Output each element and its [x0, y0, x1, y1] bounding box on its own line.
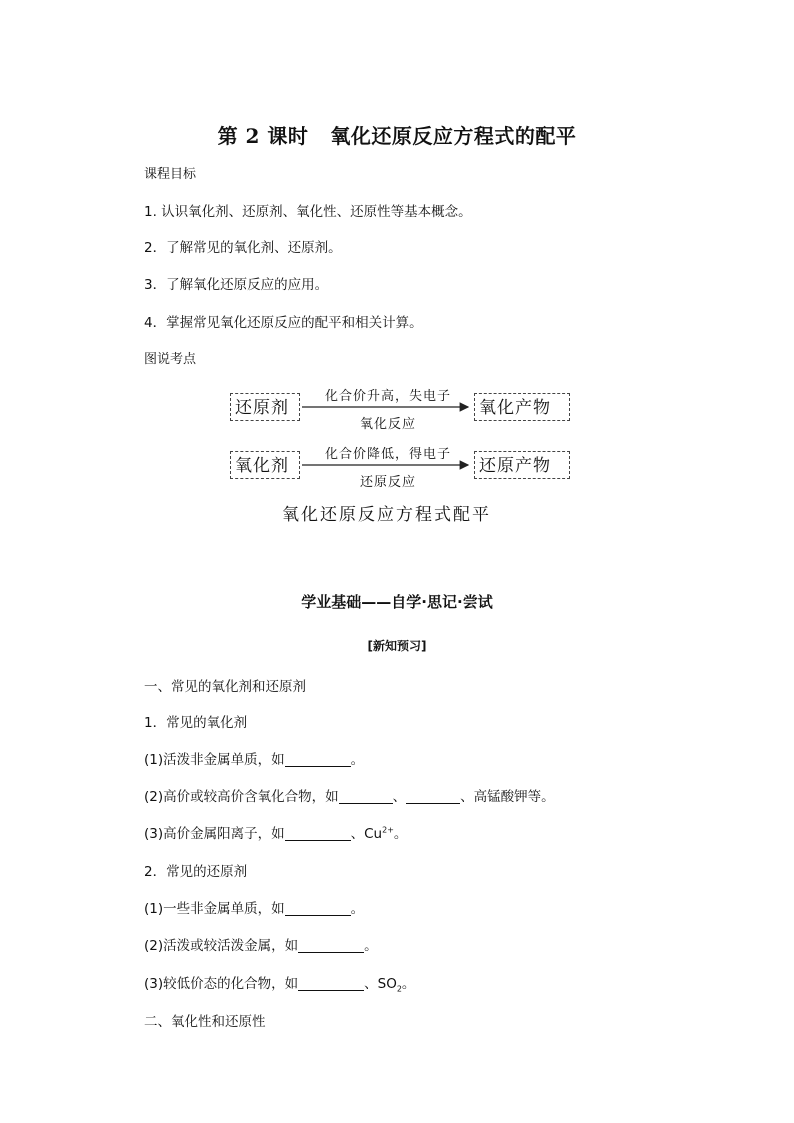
sub1-heading: 1．常见的氧化剂	[144, 715, 248, 731]
blank-field[interactable]	[298, 976, 364, 991]
diagram-heading: 图说考点	[144, 352, 197, 367]
section-title: 学业基础——自学·思记·尝试	[301, 593, 493, 611]
row2-bottom-label: 还原反应	[359, 475, 416, 490]
line-2b: (2)活泼或较活泼金属，如 。	[144, 938, 378, 954]
sub2-heading: 2．常见的还原剂	[144, 864, 248, 880]
row2-top-label: 化合价降低，得电子	[324, 447, 451, 462]
blank-field[interactable]	[298, 938, 364, 953]
blank-field[interactable]	[285, 752, 351, 767]
line-1a: (1)活泼非金属单质，如 。	[144, 752, 365, 768]
line-2c: (3)较低价态的化合物，如 、$SO_2$。	[144, 976, 416, 994]
line-2a: (1)一些非金属单质，如 。	[144, 901, 365, 917]
line-1b: (2)高价或较高价含氧化合物，如 、 、高锰酸钾等。	[144, 789, 555, 805]
objective-4: 4．掌握常见氧化还原反应的配平和相关计算。	[144, 315, 423, 331]
objectives-heading: 课程目标	[144, 167, 197, 182]
row1-top-label: 化合价升高，失电子	[324, 389, 451, 404]
objective-1: 1. 认识氧化剂、还原剂、氧化性、还原性等基本概念。	[144, 204, 472, 220]
objective-3: 3．了解氧化还原反应的应用。	[144, 277, 329, 293]
lesson-number: 第 2 课时	[217, 124, 309, 148]
lesson-title: 氧化还原反应方程式的配平	[330, 124, 577, 148]
line-1c: (3)高价金属阳离子，如 、$Cu^{2+}$。	[144, 825, 408, 842]
reduction-product-box: 还原产物	[474, 451, 570, 479]
objective-2: 2．了解常见的氧化剂、还原剂。	[144, 240, 342, 256]
blank-field[interactable]	[406, 789, 460, 804]
blank-field[interactable]	[285, 901, 351, 916]
oxidizing-agent-box: 氧化剂	[230, 451, 300, 479]
part2-heading: 二、氧化性和还原性	[144, 1014, 266, 1030]
diagram-caption: 氧化还原反应方程式配平	[282, 505, 491, 525]
page-title	[0, 120, 794, 149]
section-subtitle: [新知预习]	[367, 639, 427, 653]
blank-field[interactable]	[339, 789, 393, 804]
blank-field[interactable]	[285, 826, 351, 841]
reducing-agent-box: 还原剂	[230, 393, 300, 421]
oxidation-product-box: 氧化产物	[474, 393, 570, 421]
part1-heading: 一、常见的氧化剂和还原剂	[144, 679, 306, 695]
row1-bottom-label: 氧化反应	[359, 417, 416, 432]
